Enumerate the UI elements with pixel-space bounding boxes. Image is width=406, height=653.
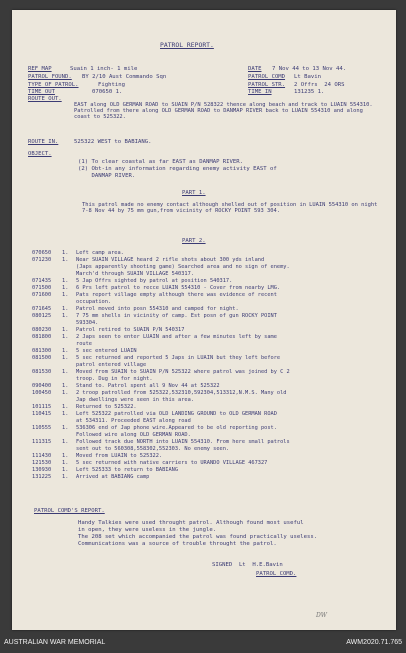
log-time-ref: 090400 <box>32 383 52 389</box>
log-text: troop. Dug in for night. <box>76 376 153 382</box>
log-text: Followed wire along OLD GERMAN ROAD. <box>76 432 191 438</box>
log-text: 536306 end of Jap phone wire.Appeared to be old reporting post. <box>76 425 277 431</box>
log-text: 5 sec entered LUAIN <box>76 348 137 354</box>
date-label: DATE <box>248 66 262 72</box>
log-time-ref: 130930 <box>32 467 52 473</box>
log-time-ref: 081800 <box>32 334 52 340</box>
log-row <box>32 320 382 326</box>
comd-report-line: The 208 set which accompanied the patrol was found practically useless. <box>78 534 318 540</box>
log-unit: 1. <box>62 306 69 312</box>
log-time-ref: 071230 <box>32 257 52 263</box>
log-time-ref: 080230 <box>32 327 52 333</box>
log-row <box>32 390 382 396</box>
log-unit: 1. <box>62 453 69 459</box>
log-text: sent out to 560308,558302,552303. No enemy seen. <box>76 446 230 452</box>
log-text: 7 75 mm shells in vicinity of camp. Est posn of gun ROCKY POINT <box>76 313 277 319</box>
log-unit: 1. <box>62 460 69 466</box>
log-row <box>32 306 382 312</box>
log-unit: 1. <box>62 313 69 319</box>
log-text: Patrol retired to SUAIN P/N 540317 <box>76 327 185 333</box>
log-row <box>32 446 382 452</box>
comd-report-line: Handy Talkies were used throught patrol. Although found most useful <box>78 520 304 526</box>
log-row <box>32 292 382 298</box>
log-unit: 1. <box>62 355 69 361</box>
log-row <box>32 348 382 354</box>
report-title: PATROL REPORT. <box>160 41 214 49</box>
log-text: occupation. <box>76 299 112 305</box>
patrol-str-value: 2 Offrs 24 ORS <box>294 82 345 88</box>
log-row <box>32 397 382 403</box>
log-time-ref: 111430 <box>32 453 52 459</box>
log-text: Pats report village empty although there was evidence of recent <box>76 292 277 298</box>
log-unit: 1. <box>62 425 69 431</box>
log-text: 5 sec returned with native carriers to URANDO VILLAGE 467327 <box>76 460 268 466</box>
log-text: March'd through SUAIN VILLAGE 540317. <box>76 271 194 277</box>
log-row <box>32 411 382 417</box>
patrol-found-value: BY 2/10 Aust Commando Sqn <box>82 74 167 80</box>
log-row <box>32 369 382 375</box>
log-row <box>32 383 382 389</box>
archive-footer <box>0 635 406 653</box>
log-row <box>32 460 382 466</box>
log-text: (Japs apparently shooting game) Searched area and no sign of enemy. <box>76 264 290 270</box>
log-unit: 1. <box>62 348 69 354</box>
log-text: 6 Prs left patrol to recce LUAIN 554310 - Cover from nearby LMG. <box>76 285 281 291</box>
object-line: (1) To clear coastal as far EAST as DANMAP RIVER. <box>78 159 244 165</box>
route-out-text: EAST along OLD GERMAN ROAD to SUAIN P/N 528322 thence along beach and track to LUAIN 554310. Patrolled from there along OLD GERMAN ROAD to DANMAP RIVER back to LUAIN 554310 and along coast to 525322. <box>74 102 373 121</box>
log-row <box>32 453 382 459</box>
log-unit: 1. <box>62 411 69 417</box>
log-unit: 1. <box>62 390 69 396</box>
comd-report-line: in open, they were useless in the jungle. <box>78 527 217 533</box>
log-row <box>32 334 382 340</box>
time-out-label: TIME OUT <box>28 89 55 95</box>
object-line: (2) Obt-in any information regarding enemy activity EAST of <box>78 166 277 172</box>
ref-map-label: REF MAP <box>28 66 52 72</box>
log-row <box>32 264 382 270</box>
log-unit: 1. <box>62 439 69 445</box>
log-text: Returned to 525322. <box>76 404 137 410</box>
log-row <box>32 299 382 305</box>
log-text: route <box>76 341 92 347</box>
patrol-comd-label: PATROL COMD <box>248 74 286 80</box>
comd-report-heading: PATROL COMD'S REPORT. <box>34 508 105 514</box>
log-time-ref: 071435 <box>32 278 52 284</box>
log-text: 2 Japs seen to enter LUAIN and after a few minutes left by same <box>76 334 277 340</box>
log-text: patrol entered village <box>76 362 147 368</box>
log-row <box>32 425 382 431</box>
log-time-ref: 100450 <box>32 390 52 396</box>
log-text: Patrol moved into posn 554310 and camped for night. <box>76 306 239 312</box>
log-row <box>32 278 382 284</box>
log-text: Left 525322 patrolled via OLD LANDING GROUND to OLD GERMAN ROAD <box>76 411 277 417</box>
log-time-ref: 110415 <box>32 411 52 417</box>
log-unit: 1. <box>62 474 69 480</box>
type-of-patrol-value: Fighting <box>98 82 125 88</box>
log-unit: 1. <box>62 250 69 256</box>
log-time-ref: 071600 <box>32 292 52 298</box>
log-row <box>32 467 382 473</box>
log-text: Left 525333 to return to BABIANG <box>76 467 179 473</box>
log-text: Jap dwellings were seen in this area. <box>76 397 194 403</box>
log-row <box>32 376 382 382</box>
log-unit: 1. <box>62 467 69 473</box>
object-line: DANMAP RIVER. <box>78 173 136 179</box>
route-in-label: ROUTE IN. <box>28 139 59 145</box>
log-row <box>32 362 382 368</box>
signed-line: SIGNED Lt H.E.Bavin <box>212 562 283 568</box>
log-text: 5 sec returned and reported 5 Japs in LUAIN but they left before <box>76 355 281 361</box>
log-text: 5 Jap Offrs sighted by patrol at position 540317. <box>76 278 233 284</box>
log-row <box>32 285 382 291</box>
document-page <box>12 10 396 630</box>
patrol-found-label: PATROL FOUND. <box>28 74 72 80</box>
log-time-ref: 080125 <box>32 313 52 319</box>
time-in-label: TIME IN <box>248 89 272 95</box>
log-unit: 1. <box>62 292 69 298</box>
ref-map-value: Suain 1 inch- 1 mile <box>70 66 138 72</box>
log-text: Left camp area. <box>76 250 124 256</box>
archive-name: AUSTRALIAN WAR MEMORIAL <box>4 639 106 646</box>
log-unit: 1. <box>62 334 69 340</box>
log-row <box>32 257 382 263</box>
patrol-comd-value: Lt Bavin <box>294 74 321 80</box>
object-label: OBJECT. <box>28 151 52 157</box>
log-text: 2 troop patrolled from 525322,532310,592304,513312,N.M.S. Many old <box>76 390 287 396</box>
log-time-ref: 121530 <box>32 460 52 466</box>
log-time-ref: 131225 <box>32 474 52 480</box>
log-text: 593304. <box>76 320 99 326</box>
patrol-str-label: PATROL STR. <box>248 82 286 88</box>
log-time-ref: 110555 <box>32 425 52 431</box>
log-row <box>32 404 382 410</box>
log-row <box>32 432 382 438</box>
log-time-ref: 081530 <box>32 369 52 375</box>
log-text: Followed track due NORTH into LUAIN 554310. From here small patrols <box>76 439 290 445</box>
part-1-heading: PART 1. <box>182 190 206 196</box>
log-text: at 534311. Proceeded EAST along road <box>76 418 191 424</box>
log-row <box>32 418 382 424</box>
archive-reference: AWM2020.71.765 <box>346 639 402 646</box>
log-row <box>32 271 382 277</box>
log-unit: 1. <box>62 257 69 263</box>
log-time-ref: 081300 <box>32 348 52 354</box>
log-row <box>32 355 382 361</box>
log-unit: 1. <box>62 278 69 284</box>
log-unit: 1. <box>62 327 69 333</box>
type-of-patrol-label: TYPE OF PATROL. <box>28 82 79 88</box>
date-value: 7 Nov 44 to 13 Nov 44. <box>272 66 347 72</box>
time-out-value: 070650 1. <box>92 89 123 95</box>
part-1-text: This patrol made no enemy contact although shelled out of position in LUAIN 554310 on night 7-8 Nov 44 by 75 mm gun,from vicinity of ROCKY POINT 593 304. <box>82 202 378 215</box>
patrol-comd-role: PATROL COMD. <box>256 571 297 577</box>
pencil-mark: DW <box>316 612 327 619</box>
log-time-ref: 081500 <box>32 355 52 361</box>
log-row <box>32 250 382 256</box>
log-text: Moved from SUAIN to SUAIN P/N 525322 where patrol was joined by C 2 <box>76 369 290 375</box>
log-time-ref: 070650 <box>32 250 52 256</box>
log-time-ref: 071500 <box>32 285 52 291</box>
comd-report-line: Communications was a source of trouble throught the patrol. <box>78 541 277 547</box>
route-in-value: 525322 WEST to BABIANG. <box>74 139 152 145</box>
log-row <box>32 313 382 319</box>
log-row <box>32 439 382 445</box>
log-unit: 1. <box>62 285 69 291</box>
log-time-ref: 111315 <box>32 439 52 445</box>
part-2-heading: PART 2. <box>182 238 206 244</box>
log-time-ref: 071645 <box>32 306 52 312</box>
log-text: Near SUAIN VILLAGE heard 2 rifle shots about 300 yds inland <box>76 257 265 263</box>
log-unit: 1. <box>62 404 69 410</box>
log-time-ref: 101115 <box>32 404 52 410</box>
log-unit: 1. <box>62 383 69 389</box>
log-text: Moved from LUAIN to 525322. <box>76 453 163 459</box>
time-in-value: 131235 1. <box>294 89 325 95</box>
log-text: Stand to. Patrol spent all 9 Nov 44 at 525322 <box>76 383 220 389</box>
log-unit: 1. <box>62 369 69 375</box>
route-out-label: ROUTE OUT. <box>28 96 62 102</box>
log-row <box>32 327 382 333</box>
log-row <box>32 474 382 480</box>
log-row <box>32 341 382 347</box>
log-text: Arrived at BABIANG camp <box>76 474 150 480</box>
